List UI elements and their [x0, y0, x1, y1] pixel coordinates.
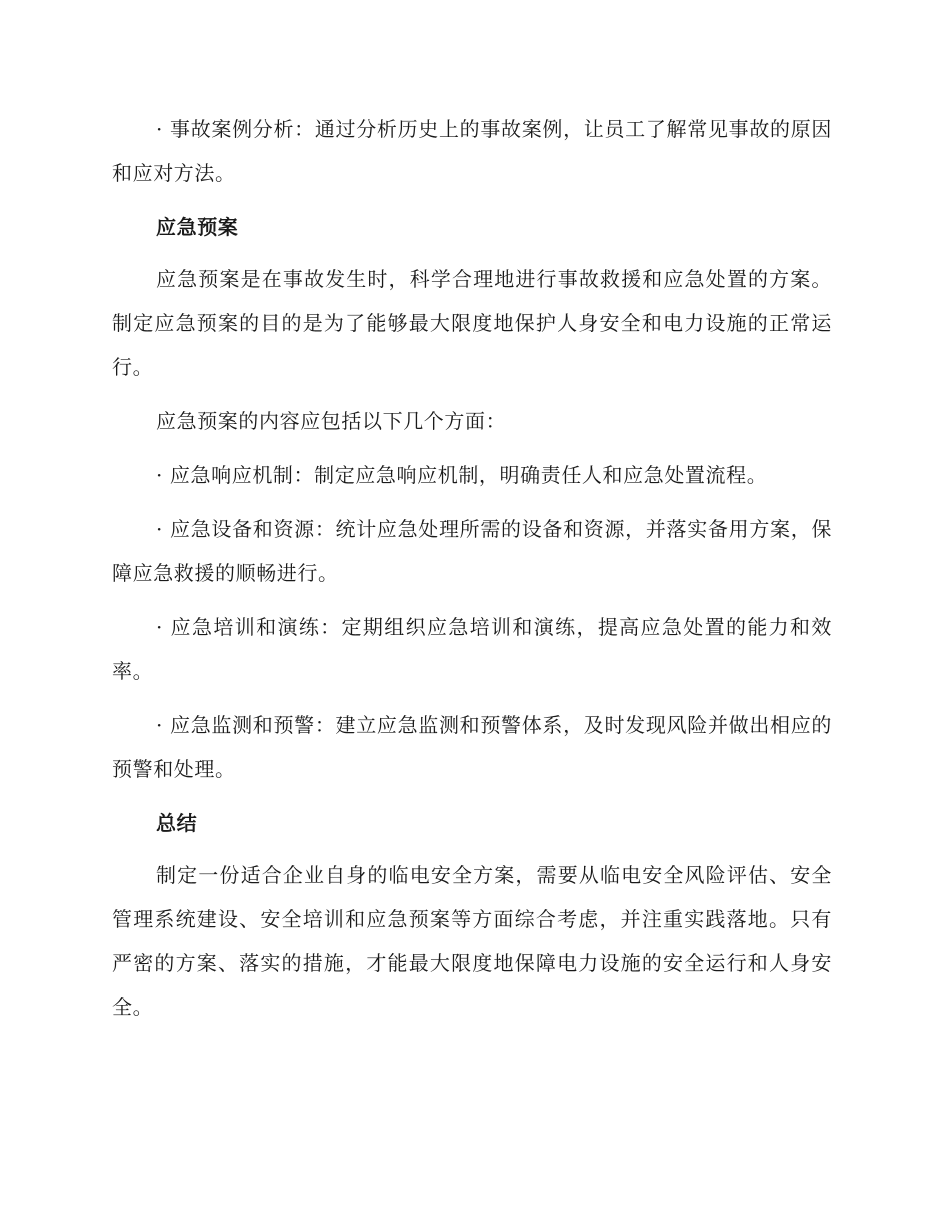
paragraph-emergency-plan-definition: 应急预案是在事故发生时，科学合理地进行事故救援和应急处置的方案。制定应急预案的目的是为了能够最大限度地保护人身安全和电力设施的正常运行。: [112, 267, 832, 379]
heading-emergency-plan: 应急预案: [156, 215, 239, 239]
heading-summary: 总结: [156, 811, 198, 835]
bullet-emergency-training: · 应急培训和演练：定期组织应急培训和演练，提高应急处置的能力和效率。: [112, 615, 832, 683]
paragraph-summary: 制定一份适合企业自身的临电安全方案，需要从临电安全风险评估、安全管理系统建设、安全培训和应急预案等方面综合考虑，并注重实践落地。只有严密的方案、落实的措施，才能最大限度地保障电力设施的安全运行和人身安全。: [112, 863, 832, 1019]
bullet-emergency-monitoring: · 应急监测和预警：建立应急监测和预警体系，及时发现风险并做出相应的预警和处理。: [112, 713, 832, 781]
bullet-emergency-response: · 应急响应机制：制定应急响应机制，明确责任人和应急处置流程。: [156, 463, 768, 487]
document-body: [112, 107, 832, 1039]
bullet-accident-case-analysis: · 事故案例分析：通过分析历史上的事故案例，让员工了解常见事故的原因和应对方法。: [112, 117, 832, 185]
bullet-emergency-equipment: · 应急设备和资源：统计应急处理所需的设备和资源，并落实备用方案，保障应急救援的顺畅进行。: [112, 517, 832, 585]
paragraph-emergency-plan-contents: 应急预案的内容应包括以下几个方面：: [156, 409, 507, 433]
